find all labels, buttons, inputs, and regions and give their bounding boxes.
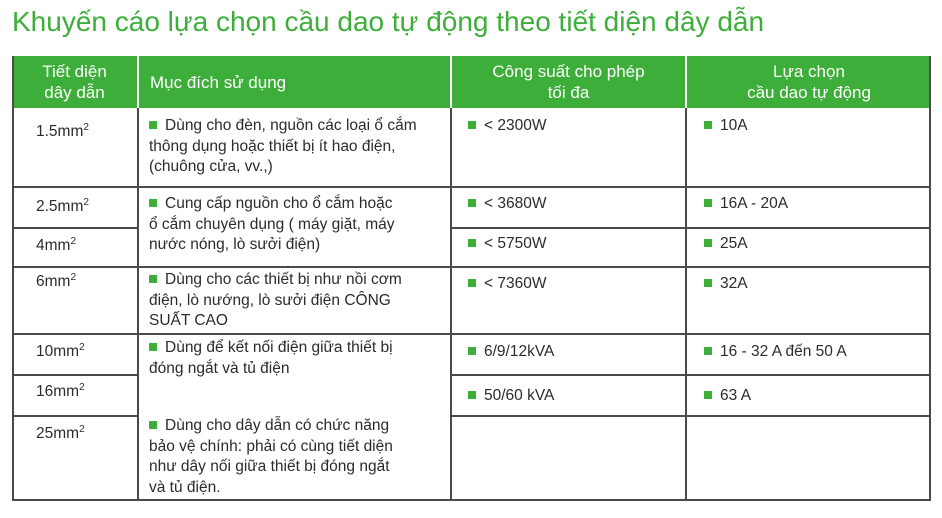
purpose-cell: Cung cấp nguồn cho ổ cắm hoặc ổ cắm chuyên dụng ( máy giặt, máy nước nóng, lò sưởi điện) [149,195,395,253]
bullet-icon [149,421,157,429]
purpose-cell: Dùng để kết nối điện giữa thiết bị đóng ngắt và tủ điện [149,339,393,377]
bullet-icon [704,347,712,355]
bullet-icon [704,121,712,129]
bullet-icon [468,199,476,207]
breaker-cell: 10A [704,116,748,137]
grid-line [12,374,139,376]
grid-line [685,108,687,501]
header-breaker-line2: cầu dao tự động [747,83,871,102]
bullet-icon [704,279,712,287]
bullet-icon [149,199,157,207]
header-power [452,56,685,108]
purpose-cell: Dùng cho dây dẫn có chức năng bảo vệ chính: phải có cùng tiết diện như dây nối giữa thiết bị đóng ngắt và tủ điện. [149,417,393,496]
grid-line [450,415,931,417]
page-title: Khuyến cáo lựa chọn cầu dao tự động theo tiết diện dây dẫn [12,6,765,37]
bullet-icon [704,391,712,399]
grid-line [450,374,931,376]
power-cell: 50/60 kVA [468,386,554,407]
section-cell: $10mm^2$ [36,342,85,360]
bullet-icon [468,239,476,247]
purpose-cell: Dùng cho các thiết bị như nồi cơm điện, lò nướng, lò sưởi điện CÔNG SUẤT CAO [149,271,402,329]
bullet-icon [149,275,157,283]
bullet-icon [704,239,712,247]
bullet-icon [149,343,157,351]
grid-line [137,108,139,501]
header-section-line1: Tiết diện [42,62,107,81]
grid-line [450,56,452,108]
header-purpose [150,56,450,108]
breaker-cell: 63 A [704,386,751,407]
bullet-icon [149,121,157,129]
power-cell: < 5750W [468,234,546,255]
power-cell: < 2300W [468,116,546,137]
grid-line [12,266,931,268]
power-cell: 6/9/12kVA [468,342,554,363]
breaker-cell: 16A - 20A [704,194,788,215]
bullet-icon [704,199,712,207]
header-section-line2: dây dẫn [44,83,105,102]
bullet-icon [468,347,476,355]
bullet-icon [468,279,476,287]
section-cell: $16mm^2$ [36,382,85,400]
section-cell: $25mm^2$ [36,424,85,442]
breaker-cell: 25A [704,234,748,255]
power-cell: < 3680W [468,194,546,215]
bullet-icon [468,391,476,399]
section-cell: $6mm^2$ [36,272,77,290]
grid-line [12,56,14,501]
grid-line [137,56,139,108]
grid-line [12,186,931,188]
grid-line [12,227,139,229]
power-cell: < 7360W [468,274,546,295]
section-cell: $4mm^2$ [36,236,77,254]
header-breaker-line1: Lựa chọn [773,62,845,81]
breaker-table [12,56,931,501]
grid-line [450,108,452,501]
grid-line [929,56,931,501]
grid-line [12,415,139,417]
header-power-line1: Công suất cho phép [492,62,645,81]
section-cell: $1.5mm^2$ [36,122,89,140]
header-power-line2: tối đa [547,83,590,102]
breaker-cell: 16 - 32 A đến 50 A [704,342,847,363]
breaker-cell: 32A [704,274,748,295]
grid-line [450,227,931,229]
header-section [12,56,137,108]
header-breaker [687,56,931,108]
grid-line [685,56,687,108]
purpose-cell: Dùng cho đèn, nguồn các loại ổ cắm thông dụng hoặc thiết bị ít hao điện, (chuông cửa, vv.,) [149,117,417,175]
header-purpose-label: Mục đích sử dụng [150,72,287,92]
grid-line [12,499,931,501]
grid-line [12,333,931,335]
bullet-icon [468,121,476,129]
section-cell: $2.5mm^2$ [36,197,89,215]
